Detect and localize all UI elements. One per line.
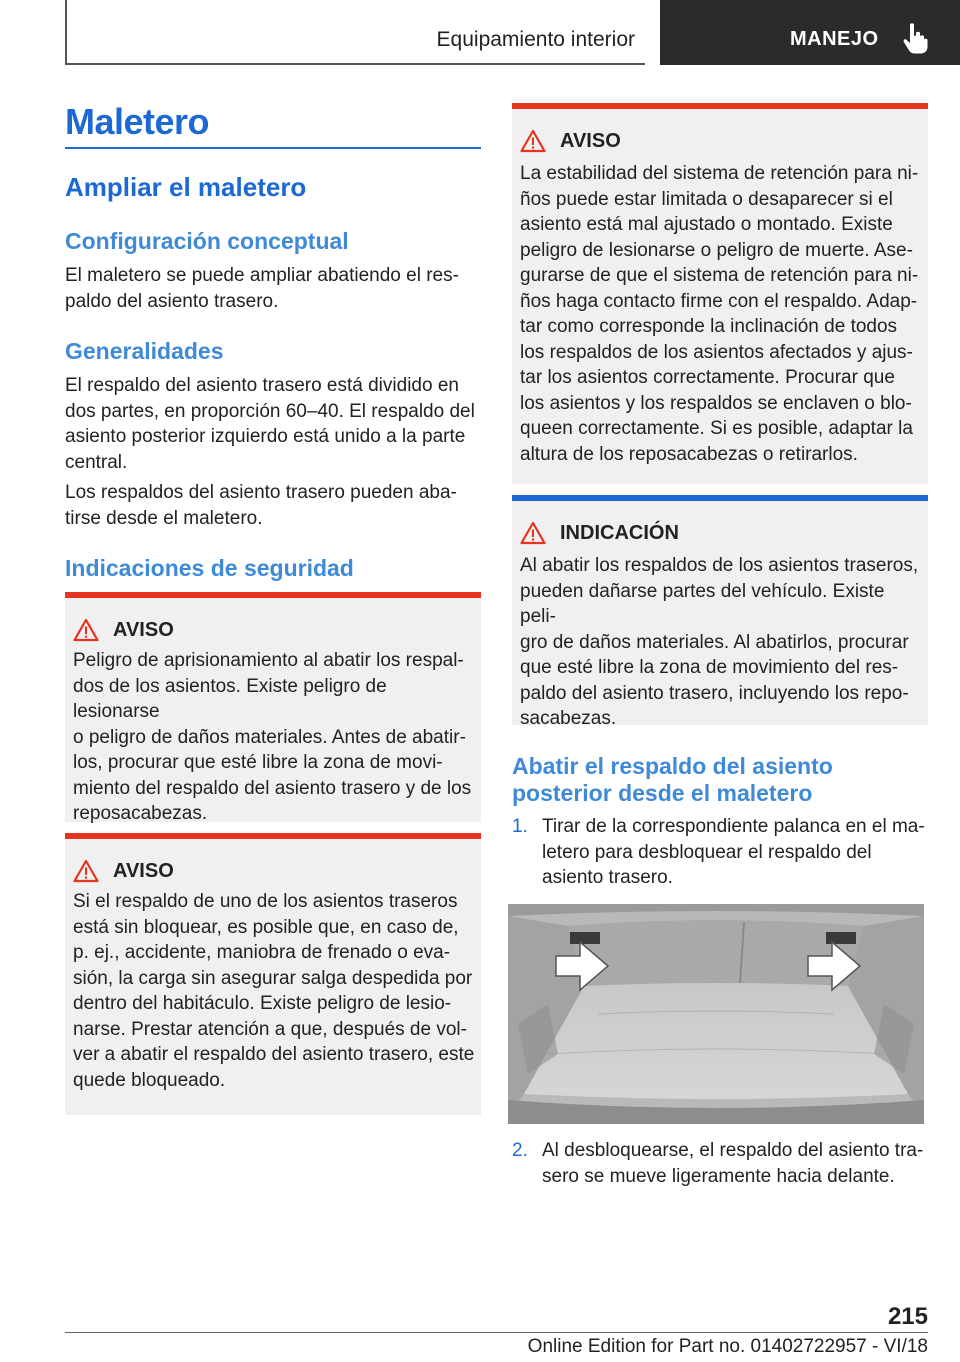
warning-label: AVISO (113, 618, 174, 641)
warning-header (520, 128, 621, 154)
warning-label: AVISO (560, 129, 621, 152)
warning-triangle-icon (73, 618, 99, 642)
footer-edition: Online Edition for Part no. 01402722957 - VI/18 (527, 1336, 928, 1357)
warning-box-3 (512, 103, 928, 484)
notice-header (520, 520, 679, 546)
notice-rule (512, 495, 928, 501)
footer-divider (65, 1332, 928, 1333)
notice-label: INDICACIÓN (560, 521, 679, 544)
step-2 (512, 1138, 928, 1193)
notice-box (512, 495, 928, 729)
warning-text: La estabilidad del sistema de retención para ni- ños puede estar limitada o desaparecer si el asiento está mal ajustado o montado. Existe peligro de lesionarse o peligro de muerte. Ase- gurarse de que el sistema de retención para ni- ños haga contacto firme con el respaldo. Adap- tar como corresponde la inclinación de todos los respaldos de los asientos afectados y ajus- tar los asientos correctamente. Procurar que los asientos y los respaldos se enclaven o blo- queen correctamente. Si es posible, adaptar la altura de los reposacabezas o retirarlos. (520, 163, 919, 465)
general-paragraph-2: Los respaldos del asiento trasero pueden aba- tirse desde el maletero. (65, 482, 457, 529)
chapter-tab-label: MANEJO (790, 28, 879, 50)
title-divider (65, 147, 481, 149)
pointing-hand-icon (900, 22, 930, 54)
warning-header (73, 858, 174, 884)
trunk-photo (508, 904, 924, 1124)
warning-text: Si el respaldo de uno de los asientos traseros está sin bloquear, es posible que, en caso de, p. ej., accidente, maniobra de frenado o eva- sión, la carga sin asegurar salga despedida por dentro del habitáculo. Existe peligro de lesio- narse. Prestar atención a que, después de vol- ver a abatir el respaldo del asiento trasero, este quede bloqueado. (73, 891, 475, 1091)
page-number: 215 (887, 1303, 928, 1330)
warning-text: Peligro de aprisionamiento al abatir los respal- dos de los asientos. Existe peligro de lesionarse o peligro de daños materiales. Antes de abatir- los, procurar que esté libre la zona de movi- miento del respaldo del asiento trasero y de los reposacabezas. (73, 650, 472, 824)
header-section-title: Equipamiento interior (436, 28, 635, 51)
warning-label: AVISO (113, 859, 174, 882)
step-text: Tirar de la correspondiente palanca en el ma- letero para desbloquear el respaldo del asiento trasero. (542, 816, 925, 888)
page-title: Maletero (65, 101, 210, 142)
chapter-tab[interactable] (660, 0, 960, 65)
subheading-safety: Indicaciones de seguridad (65, 555, 354, 581)
trunk-illustration (508, 904, 924, 1124)
section-heading-ampliar: Ampliar el maletero (65, 172, 307, 202)
subheading-fold: Abatir el respaldo del asiento posterior desde el maletero (512, 753, 833, 806)
step-number: 1. (512, 816, 528, 837)
step-number: 2. (512, 1140, 528, 1161)
warning-box-2 (65, 833, 481, 1115)
warning-triangle-icon (520, 129, 546, 153)
general-paragraph-1: El respaldo del asiento trasero está dividido en dos partes, en proporción 60–40. El respaldo del asiento posterior izquierdo está unido a la parte central. (65, 375, 475, 473)
warning-rule (65, 833, 481, 839)
step-text: Al desbloquearse, el respaldo del asiento tra- sero se mueve ligeramente hacia delante. (542, 1140, 924, 1187)
warning-header (73, 617, 174, 643)
warning-triangle-icon (73, 859, 99, 883)
notice-triangle-icon (520, 521, 546, 545)
warning-rule (65, 592, 481, 598)
header-bottom-rule (65, 63, 645, 65)
notice-text: Al abatir los respaldos de los asientos traseros, pueden dañarse partes del vehículo. Existe peli- gro de daños materiales. Al abatirlos, procurar que esté libre la zona de movimiento del res- paldo del asiento trasero, incluyendo los repo- sacabezas. (520, 555, 919, 729)
subheading-concept: Configuración conceptual (65, 228, 349, 254)
warning-box-1 (65, 592, 481, 822)
subheading-general: Generalidades (65, 338, 224, 364)
warning-rule (512, 103, 928, 109)
concept-paragraph: El maletero se puede ampliar abatiendo el res- paldo del asiento trasero. (65, 265, 459, 312)
step-1 (512, 814, 928, 894)
